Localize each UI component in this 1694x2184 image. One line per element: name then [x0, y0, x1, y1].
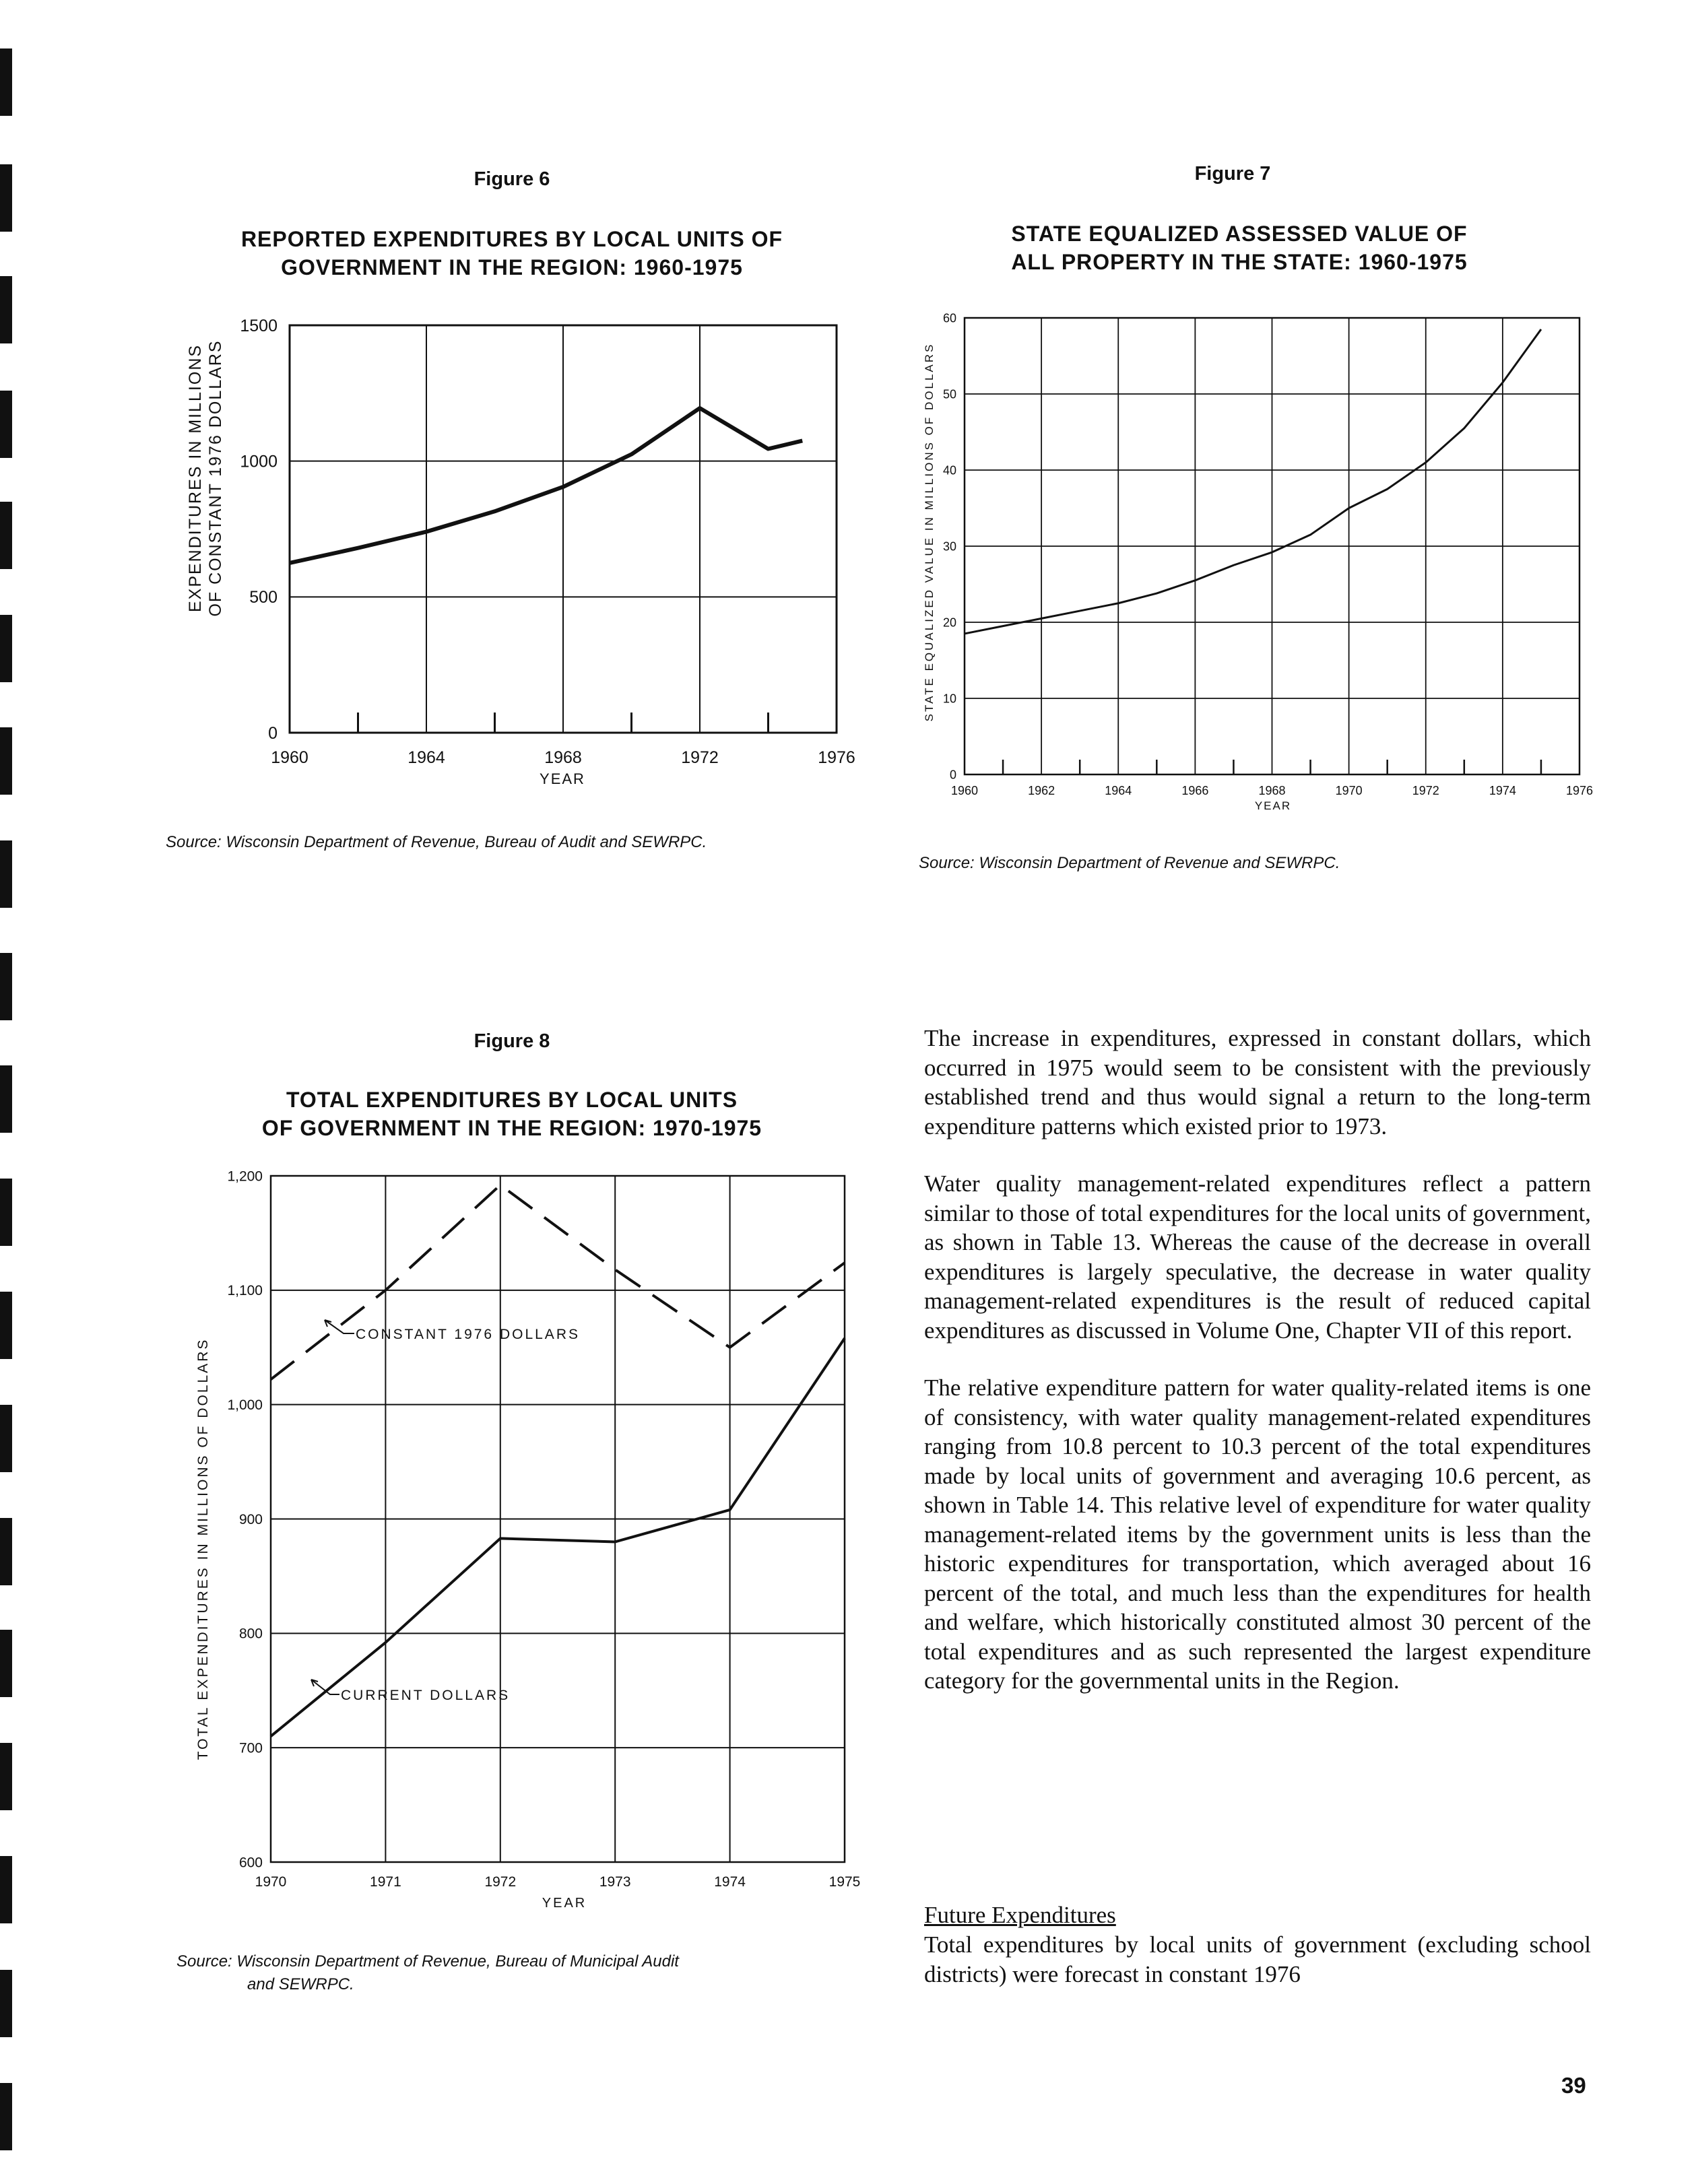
binding-mark — [0, 727, 12, 795]
y-tick-label: 0 — [268, 723, 278, 743]
figure6-title-line1: REPORTED EXPENDITURES BY LOCAL UNITS OF — [240, 227, 783, 251]
figure8-title-line1: TOTAL EXPENDITURES BY LOCAL UNITS — [286, 1088, 738, 1112]
y-tick-label: 1000 — [240, 452, 278, 471]
binding-mark — [0, 1743, 12, 1810]
binding-mark — [0, 1518, 12, 1585]
page-number: 39 — [1561, 2073, 1586, 2098]
figure6-grid — [240, 317, 855, 767]
figure8-source-line1: Source: Wisconsin Department of Revenue, Bureau of Municipal Audit — [176, 1952, 679, 1971]
binding-mark — [0, 48, 12, 116]
figure7-source: Source: Wisconsin Department of Revenue and SEWRPC. — [919, 854, 1340, 872]
y-tick-label: 600 — [238, 1855, 263, 1871]
x-tick-label: 1972 — [484, 1874, 517, 1890]
figure8-annotation-constant-arrow — [325, 1320, 354, 1333]
figure8-annotation-current: CURRENT DOLLARS — [341, 1688, 511, 1703]
figure8-chart — [108, 1165, 861, 1913]
y-tick-label: 900 — [238, 1511, 263, 1527]
x-tick-label: 1973 — [599, 1874, 631, 1890]
y-tick-label: 700 — [238, 1740, 263, 1756]
x-tick-label: 1970 — [1335, 784, 1363, 797]
body-paragraph-1: The increase in expenditures, expressed in constant dollars, which occurred in 1975 would seem to be consistent with the previously established trend and thus would signal a return to the long-term expenditure patterns which existed prior to 1973. — [924, 1025, 1591, 1139]
figure6-title-line2: GOVERNMENT IN THE REGION: 1960-1975 — [281, 255, 743, 279]
y-tick-label: 0 — [949, 768, 956, 782]
figure6-title — [162, 225, 862, 282]
y-tick-label: 1,200 — [227, 1168, 263, 1185]
figure6-labels — [186, 339, 585, 787]
figure8-xlabel: YEAR — [542, 1896, 587, 1911]
figure7-title — [889, 220, 1590, 276]
binding-mark — [0, 1179, 12, 1246]
figure7-marks — [965, 329, 1541, 634]
binding-mark — [0, 953, 12, 1020]
figure6-marks — [290, 408, 802, 563]
figure6-ylabel-line2: OF CONSTANT 1976 DOLLARS — [206, 339, 225, 617]
figure8-marks — [271, 1185, 845, 1737]
figure8-ylabel: TOTAL EXPENDITURES IN MILLIONS OF DOLLARS — [195, 1337, 211, 1760]
figure8-label: Figure 8 — [474, 1030, 550, 1052]
x-tick-label: 1976 — [1565, 784, 1594, 797]
future-expenditures-heading: Future Expenditures — [924, 1902, 1116, 1928]
x-tick-label: 1960 — [950, 784, 979, 797]
series-line-1 — [290, 408, 802, 563]
figure8-source — [176, 1950, 890, 1996]
binding-mark — [0, 615, 12, 682]
figure7-title-line2: ALL PROPERTY IN THE STATE: 1960-1975 — [1011, 250, 1468, 274]
figure6-chart — [108, 303, 855, 788]
x-tick-label: 1968 — [544, 748, 582, 767]
x-tick-label: 1968 — [1258, 784, 1286, 797]
figure7-chart — [903, 303, 1596, 828]
y-tick-label: 1,100 — [227, 1283, 263, 1299]
binding-mark — [0, 276, 12, 343]
body-paragraph-2: Water quality management-related expenditures reflect a pattern similar to those of total expenditures for the local units of government, as shown in Table 13. Whereas the cause of the decrease in overall expenditures is largely speculative, the decrease in water quality management-related expenditures is the result of reduced capital expenditures as discussed in Volume One, Chapter VII of this report. — [924, 1170, 1591, 1344]
binding-mark — [0, 1856, 12, 1923]
binding-mark — [0, 2083, 12, 2150]
binding-mark — [0, 1292, 12, 1359]
x-tick-label: 1970 — [255, 1874, 287, 1890]
figure6-source: Source: Wisconsin Department of Revenue, Bureau of Audit and SEWRPC. — [166, 833, 707, 851]
x-tick-label: 1976 — [818, 748, 855, 767]
figure8-source-line2: and SEWRPC. — [247, 1975, 354, 1993]
binding-mark — [0, 1405, 12, 1472]
series-line-2 — [271, 1338, 845, 1736]
x-tick-label: 1971 — [370, 1874, 401, 1890]
binding-mark — [0, 502, 12, 569]
binding-mark — [0, 1970, 12, 2037]
figure8-title-line2: OF GOVERNMENT IN THE REGION: 1970-1975 — [261, 1116, 762, 1140]
figure7-ylabel: STATE EQUALIZED VALUE IN MILLIONS OF DOLLARS — [923, 342, 936, 722]
x-tick-label: 1975 — [828, 1874, 861, 1890]
figure8-title — [162, 1086, 862, 1142]
x-tick-label: 1972 — [1412, 784, 1439, 797]
y-tick-label: 50 — [942, 387, 956, 401]
y-tick-label: 800 — [238, 1626, 263, 1642]
figure8-grid — [227, 1168, 860, 1890]
figure7-title-line1: STATE EQUALIZED ASSESSED VALUE OF — [1011, 222, 1468, 246]
binding-mark — [0, 391, 12, 458]
series-line-1 — [965, 329, 1541, 634]
binding-mark — [0, 164, 12, 232]
y-tick-label: 1,000 — [227, 1397, 263, 1414]
x-tick-label: 1962 — [1028, 784, 1055, 797]
series-line-1 — [271, 1185, 845, 1380]
binding-mark — [0, 1630, 12, 1697]
figure8-annotation-constant: CONSTANT 1976 DOLLARS — [356, 1327, 580, 1342]
figure7-xlabel: YEAR — [1254, 799, 1292, 812]
y-tick-label: 500 — [249, 588, 278, 607]
figure6-xlabel: YEAR — [540, 770, 585, 787]
y-tick-label: 40 — [942, 463, 956, 477]
body-paragraph-3: The relative expenditure pattern for water quality-related items is one of consistency, with water quality management-related expenditures ranging from 10.8 percent to 10.3 percent of the total expenditures made by local units of government and averaging 10.6 percent, as shown in Table 14. This relative level of expenditure for water quality management-related items by the government units is less than the historic expenditures for transportation, which averaged about 16 percent of the total, and much less than the expenditures for health and welfare, which historically constituted almost 30 percent of the total expenditures and as such represented the largest expenditure category for the governmental units in the Region. — [924, 1375, 1591, 1694]
figure6-label: Figure 6 — [474, 168, 550, 190]
binding-mark — [0, 840, 12, 908]
x-tick-label: 1974 — [714, 1874, 746, 1890]
x-tick-label: 1974 — [1489, 784, 1516, 797]
y-tick-label: 1500 — [240, 316, 278, 335]
y-tick-label: 10 — [942, 692, 956, 706]
x-tick-label: 1966 — [1181, 784, 1209, 797]
binding-mark — [0, 1065, 12, 1133]
figure7-labels — [923, 343, 1291, 812]
y-tick-label: 20 — [942, 616, 956, 630]
body-paragraph-4: Total expenditures by local units of government (excluding school districts) were forecast in constant 1976 — [924, 1931, 1591, 1987]
figure7-label: Figure 7 — [1194, 163, 1271, 185]
y-tick-label: 60 — [942, 311, 956, 325]
figure6-ylabel-line1: EXPENDITURES IN MILLIONS — [186, 343, 205, 613]
body-text — [924, 1024, 1591, 1696]
x-tick-label: 1960 — [271, 748, 308, 767]
y-tick-label: 30 — [942, 539, 956, 554]
x-tick-label: 1964 — [408, 748, 445, 767]
x-tick-label: 1964 — [1105, 784, 1132, 797]
x-tick-label: 1972 — [681, 748, 719, 767]
